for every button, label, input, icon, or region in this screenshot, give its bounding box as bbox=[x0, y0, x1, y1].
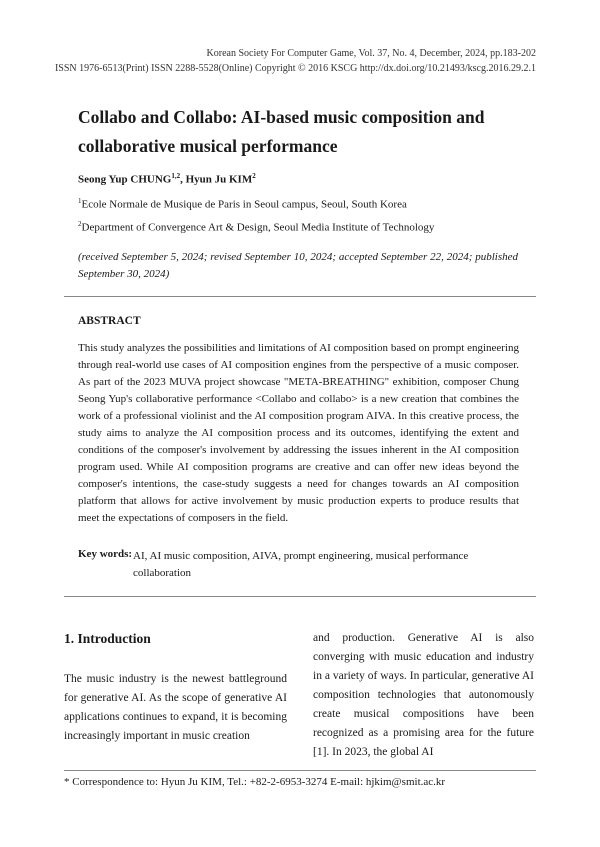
author-affiliation-mark: 2 bbox=[252, 172, 256, 180]
correspondence-footnote: * Correspondence to: Hyun Ju KIM, Tel.: +82-2-6953-3274 E-mail: hjkim@smit.ac.kr bbox=[64, 776, 446, 788]
author-name: Seong Yup CHUNG bbox=[78, 173, 172, 186]
affiliation-number: 2 bbox=[78, 220, 82, 228]
intro-column-left: The music industry is the newest battleground for generative AI. As the scope of generative AI applications continues to expand, it is becoming increasingly important in music creation bbox=[64, 673, 287, 742]
divider bbox=[64, 296, 536, 297]
author-name: Hyun Ju KIM bbox=[185, 173, 253, 186]
received-dates: (received September 5, 2024; revised September 10, 2024; accepted September 22, 2024; published September 30, 2024) bbox=[78, 251, 518, 280]
author-affiliation-mark: 1,2 bbox=[171, 172, 181, 180]
affiliation-text: Department of Convergence Art & Design, Seoul Media Institute of Technology bbox=[81, 221, 435, 234]
abstract-heading: ABSTRACT bbox=[78, 315, 141, 327]
author-list bbox=[78, 172, 256, 186]
intro-column-right: and production. Generative AI is also converging with music education and industry in a variety of ways. In particular, generative AI composition technologies that autonomously create musical compositions have been recognized as a promising area for the future [1]. In 2023, the global AI bbox=[313, 632, 534, 758]
journal-header-line: Korean Society For Computer Game, Vol. 37, No. 4, December, 2024, pp.183-202 bbox=[206, 48, 536, 59]
author-separator: , bbox=[180, 173, 186, 186]
paper-title: Collabo and Collabo: AI-based music composition and collaborative musical performance bbox=[78, 107, 485, 156]
affiliation-text: Ecole Normale de Musique de Paris in Seoul campus, Seoul, South Korea bbox=[81, 198, 407, 211]
keywords-text: AI, AI music composition, AIVA, prompt engineering, musical performance collaboration bbox=[133, 550, 469, 579]
affiliation-2 bbox=[78, 220, 434, 234]
section-heading-introduction: 1. Introduction bbox=[64, 631, 151, 646]
divider bbox=[64, 596, 536, 597]
abstract-body: This study analyzes the possibilities and limitations of AI composition based on prompt engineering through real-world use cases of AI composition engines from the perspective of a music composer. As part of the 2023 MUVA project showcase "META-BREATHING" exhibition, composer Chung Seong Yup's collaborative performance <Collabo and collabo> is a new creation that combines the work of a professional violinist and the AI composition program AIVA. In this creative process, the study aims to analyze the AI composition process and its outcomes, identifying the extent and conditions of the composer's involvement by addressing the issues inherent in the AI composition program used. While AI composition programs are creative and can offer new ideas beyond the composer's intentions, the case-study suggests a need for changes towards an AI composition platform that allows for active involvement by music production experts to produce results that meet the expectations of composers in the field. bbox=[78, 342, 519, 524]
footnote-divider bbox=[64, 770, 536, 771]
issn-header-line: ISSN 1976-6513(Print) ISSN 2288-5528(Online) Copyright © 2016 KSCG http://dx.doi.org/10.21493/kscg.2016.29.2.1 bbox=[54, 63, 536, 74]
keywords-label: Key words: bbox=[78, 548, 133, 560]
affiliation-1 bbox=[78, 197, 407, 211]
affiliation-number: 1 bbox=[78, 197, 82, 205]
